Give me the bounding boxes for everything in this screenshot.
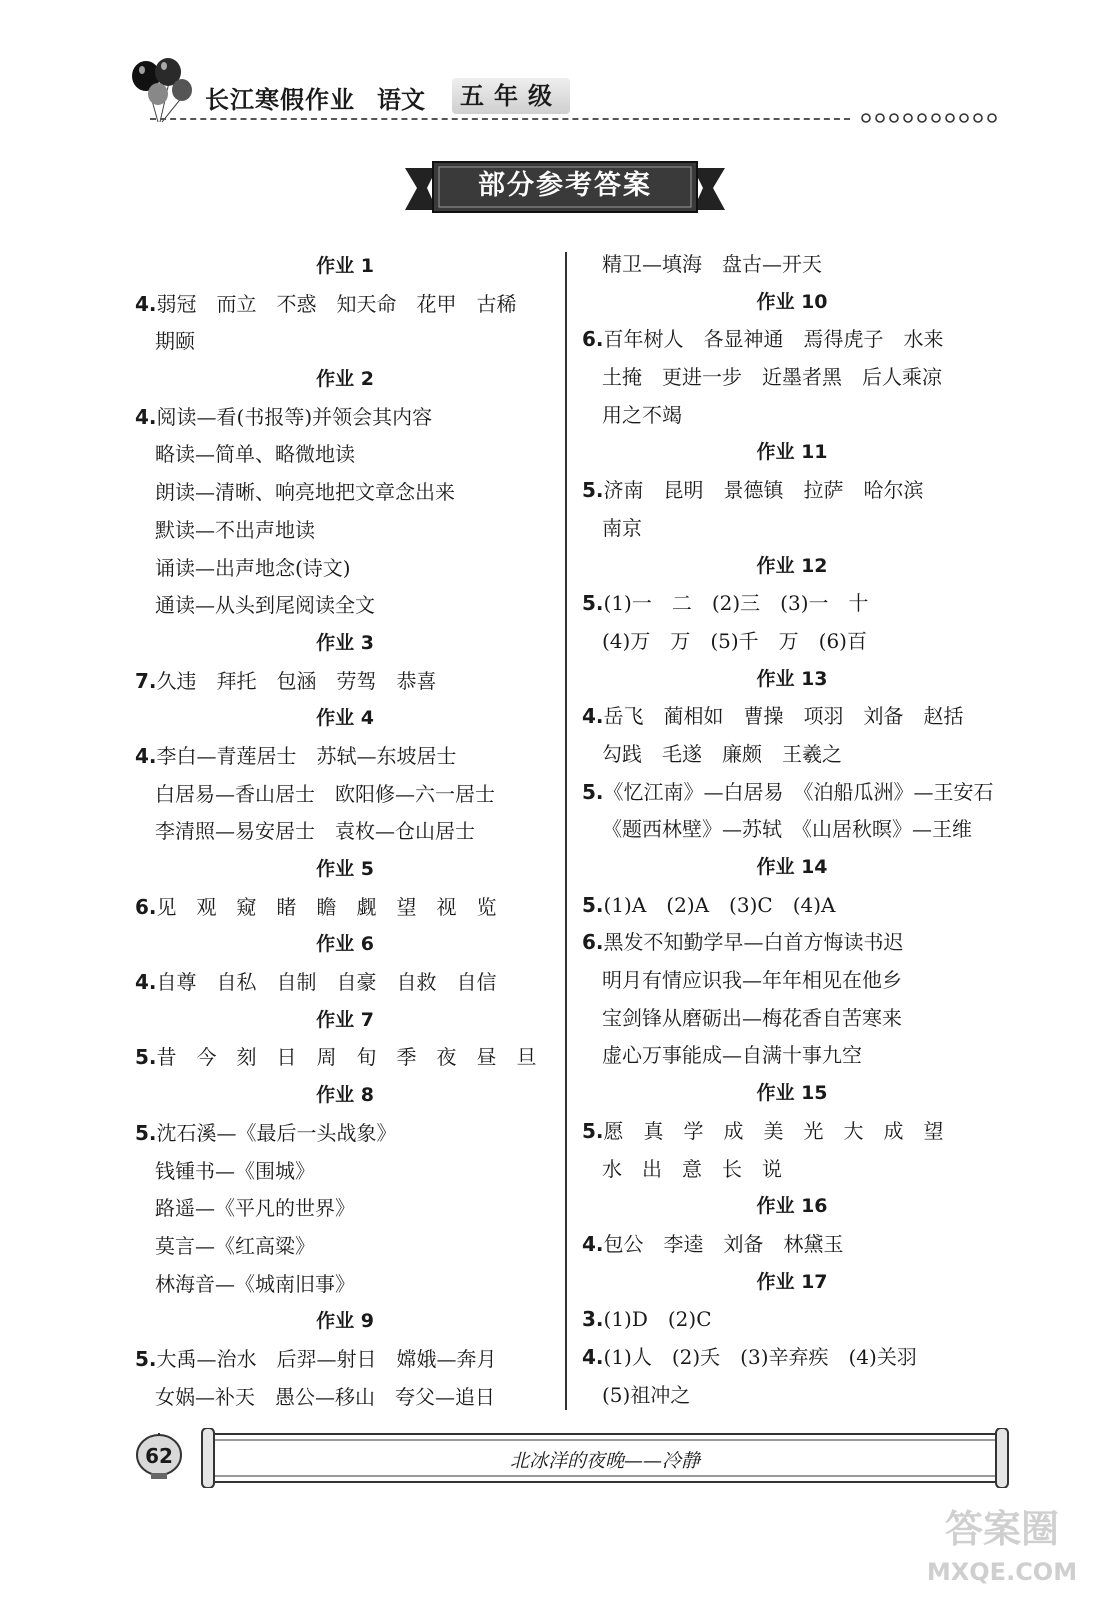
question-number: 3. [582,1307,604,1332]
answer-text: 阅读—看(书报等)并领会其内容 [156,404,433,429]
question-number: 4. [582,1344,604,1369]
answer-line [135,663,605,701]
answer-line [135,550,605,588]
answer-text: 白居易—香山居士 欧阳修—六一居士 [155,781,495,806]
question-number: 6. [582,327,604,352]
header-divider [150,118,850,120]
answer-line [135,1115,605,1153]
answer-text: 土掩 更进一步 近墨者黑 后人乘凉 [602,365,942,390]
section-title: 作业 6 [316,933,374,956]
answer-line [582,1377,1012,1415]
answer-line [135,1039,605,1077]
answer-text: 《忆江南》—白居易 《泊船瓜洲》—王安石 [603,779,994,804]
section-title: 作业 7 [316,1008,374,1031]
section-title: 作业 10 [756,290,828,313]
motto-text: 北冰洋的夜晚——冷静 [509,1450,700,1472]
answer-text: 弱冠 而立 不惑 知天命 花甲 古稀 [156,291,517,316]
question-number: 5. [582,892,604,917]
grade-label: 五年级 [452,78,570,114]
svg-text:答案圈: 答案圈 [944,1507,1060,1551]
dots-decoration [860,110,1000,126]
answer-text: 钱锺书—《围城》 [155,1158,315,1183]
answer-text: 期颐 [155,329,195,354]
answer-line [582,887,1012,925]
question-number: 5. [135,1045,157,1070]
answer-line [582,472,1012,510]
answer-text: 包公 李逵 刘备 林黛玉 [603,1231,844,1256]
section-title: 作业 3 [316,631,374,654]
answer-text: 诵读—出声地念(诗文) [155,555,351,580]
answer-text: 黑发不知勤学早—白首方悔读书迟 [603,930,904,955]
section-title: 作业 2 [316,368,374,391]
answer-text: 路遥—《平凡的世界》 [155,1196,355,1221]
answer-text: 朗读—清晰、响亮地把文章念出来 [155,480,455,505]
answer-line [582,1113,1012,1151]
right-column [582,246,1012,1414]
answer-line [582,246,1012,284]
answer-text: 久违 拜托 包涵 劳驾 恭喜 [156,668,437,693]
answer-line [582,774,1012,812]
answer-line [135,738,605,776]
section-title: 作业 12 [756,554,828,577]
question-number: 5. [582,478,604,503]
answer-text: 大禹—治水 后羿—射日 嫦娥—奔月 [156,1346,497,1371]
answer-line [135,964,605,1002]
answer-line [135,889,605,927]
answer-text: 宝剑锋从磨砺出—梅花香自苦寒来 [602,1005,902,1030]
answer-text: 南京 [602,515,642,540]
answer-text: 通读—从头到尾阅读全文 [155,593,375,618]
section-title: 作业 15 [756,1082,828,1105]
section-title: 作业 1 [316,255,374,277]
answer-line [135,776,605,814]
section-title: 作业 13 [756,667,828,690]
answer-text: 女娲—补天 愚公—移山 夸父—追日 [155,1384,495,1409]
answer-line [582,397,1012,435]
answer-text: 勾践 毛遂 廉颇 王羲之 [602,741,842,766]
answer-text: (1)人 (2)夭 (3)辛弃疾 (4)关羽 [603,1344,917,1369]
answer-text: 用之不竭 [602,402,682,427]
answer-line [582,1000,1012,1038]
answer-text: 林海音—《城南旧事》 [155,1271,355,1296]
answer-text: 李白—青莲居士 苏轼—东坡居士 [156,743,457,768]
balloons-icon [128,56,194,124]
answer-line [582,1301,1012,1339]
section-title: 作业 5 [316,858,374,880]
answer-text: (5)祖冲之 [602,1382,691,1407]
section-title: 作业 14 [756,856,828,878]
answer-line [582,1339,1012,1377]
section-title: 作业 4 [316,707,374,730]
page-title: 部分参考答案 [478,170,652,201]
section-title: 作业 8 [316,1084,374,1107]
answer-line [582,962,1012,1000]
left-column [135,248,605,1416]
answer-line [135,436,605,474]
answer-text: 岳飞 蔺相如 曹操 项羽 刘备 赵括 [603,704,964,729]
question-number: 4. [135,970,157,995]
question-number: 5. [135,1346,157,1371]
question-number: 4. [135,291,157,316]
question-number: 5. [582,779,604,804]
question-number: 4. [582,1231,604,1256]
section-title: 作业 16 [756,1195,828,1218]
watermark-logo [912,1500,1092,1590]
answer-line [582,510,1012,548]
answer-line [135,1266,605,1304]
answer-line [135,323,605,361]
answer-text: 自尊 自私 自制 自豪 自救 自信 [156,970,497,995]
answer-line [582,811,1012,849]
svg-text:MXQE.COM: MXQE.COM [926,1558,1078,1586]
answer-text: 明月有情应识我—年年相见在他乡 [602,968,902,993]
answer-line [135,813,605,851]
answer-text: 水 出 意 长 说 [602,1156,782,1181]
answer-line [135,512,605,550]
answer-text: 见 观 窥 睹 瞻 觑 望 视 览 [156,894,497,919]
answer-text: 百年树人 各显神通 焉得虎子 水来 [603,327,944,352]
subject-label: 语文 [377,86,425,114]
answer-text: (1)一 二 (2)三 (3)一 十 [603,591,869,616]
question-number: 5. [135,1120,157,1145]
question-number: 5. [582,1118,604,1143]
answer-line [135,1190,605,1228]
question-number: 6. [582,930,604,955]
section-title: 作业 11 [756,441,828,464]
question-number: 4. [582,704,604,729]
answer-text: 昔 今 刻 日 周 旬 季 夜 昼 旦 [156,1045,537,1070]
answer-text: 愿 真 学 成 美 光 大 成 望 [603,1118,944,1143]
answer-line [582,1151,1012,1189]
page-number: 62 [145,1444,173,1468]
series-title: 长江寒假作业 [205,86,355,114]
answer-text: 沈石溪—《最后一头战象》 [156,1120,397,1145]
answer-text: 精卫—填海 盘古—开天 [602,252,822,276]
answer-text: 《题西林壁》—苏轼 《山居秋暝》—王维 [602,817,972,842]
answer-line [582,1037,1012,1075]
answer-line [135,587,605,625]
answer-line [135,1341,605,1379]
column-divider [565,252,567,1410]
answer-text: 李清照—易安居士 袁枚—仓山居士 [155,819,475,844]
section-title: 作业 17 [756,1270,828,1293]
answer-line [135,1153,605,1191]
answer-line [582,698,1012,736]
answer-line [135,286,605,324]
answer-line [582,1226,1012,1264]
answer-line [582,924,1012,962]
answer-line [582,736,1012,774]
answer-line [582,359,1012,397]
page-header [0,0,1103,140]
answer-line [582,321,1012,359]
answer-text: 莫言—《红高粱》 [155,1233,315,1258]
answer-text: (1)A (2)A (3)C (4)A [603,892,836,917]
answer-text: (4)万 万 (5)千 万 (6)百 [602,628,867,653]
answer-line [135,474,605,512]
question-number: 4. [135,404,157,429]
answer-text: 济南 昆明 景德镇 拉萨 哈尔滨 [603,478,924,503]
answer-line [582,623,1012,661]
question-number: 7. [135,668,157,693]
answer-line [135,399,605,437]
answer-line [135,1228,605,1266]
answer-text: 虚心万事能成—自满十事九空 [602,1043,862,1068]
section-title: 作业 9 [316,1310,374,1333]
question-number: 4. [135,743,157,768]
answer-text: 略读—简单、略微地读 [155,442,355,467]
answer-line [582,585,1012,623]
answer-text: 默读—不出声地读 [155,517,315,542]
question-number: 6. [135,894,157,919]
question-number: 5. [582,591,604,616]
answer-line [135,1379,605,1417]
answer-text: (1)D (2)C [603,1307,712,1332]
